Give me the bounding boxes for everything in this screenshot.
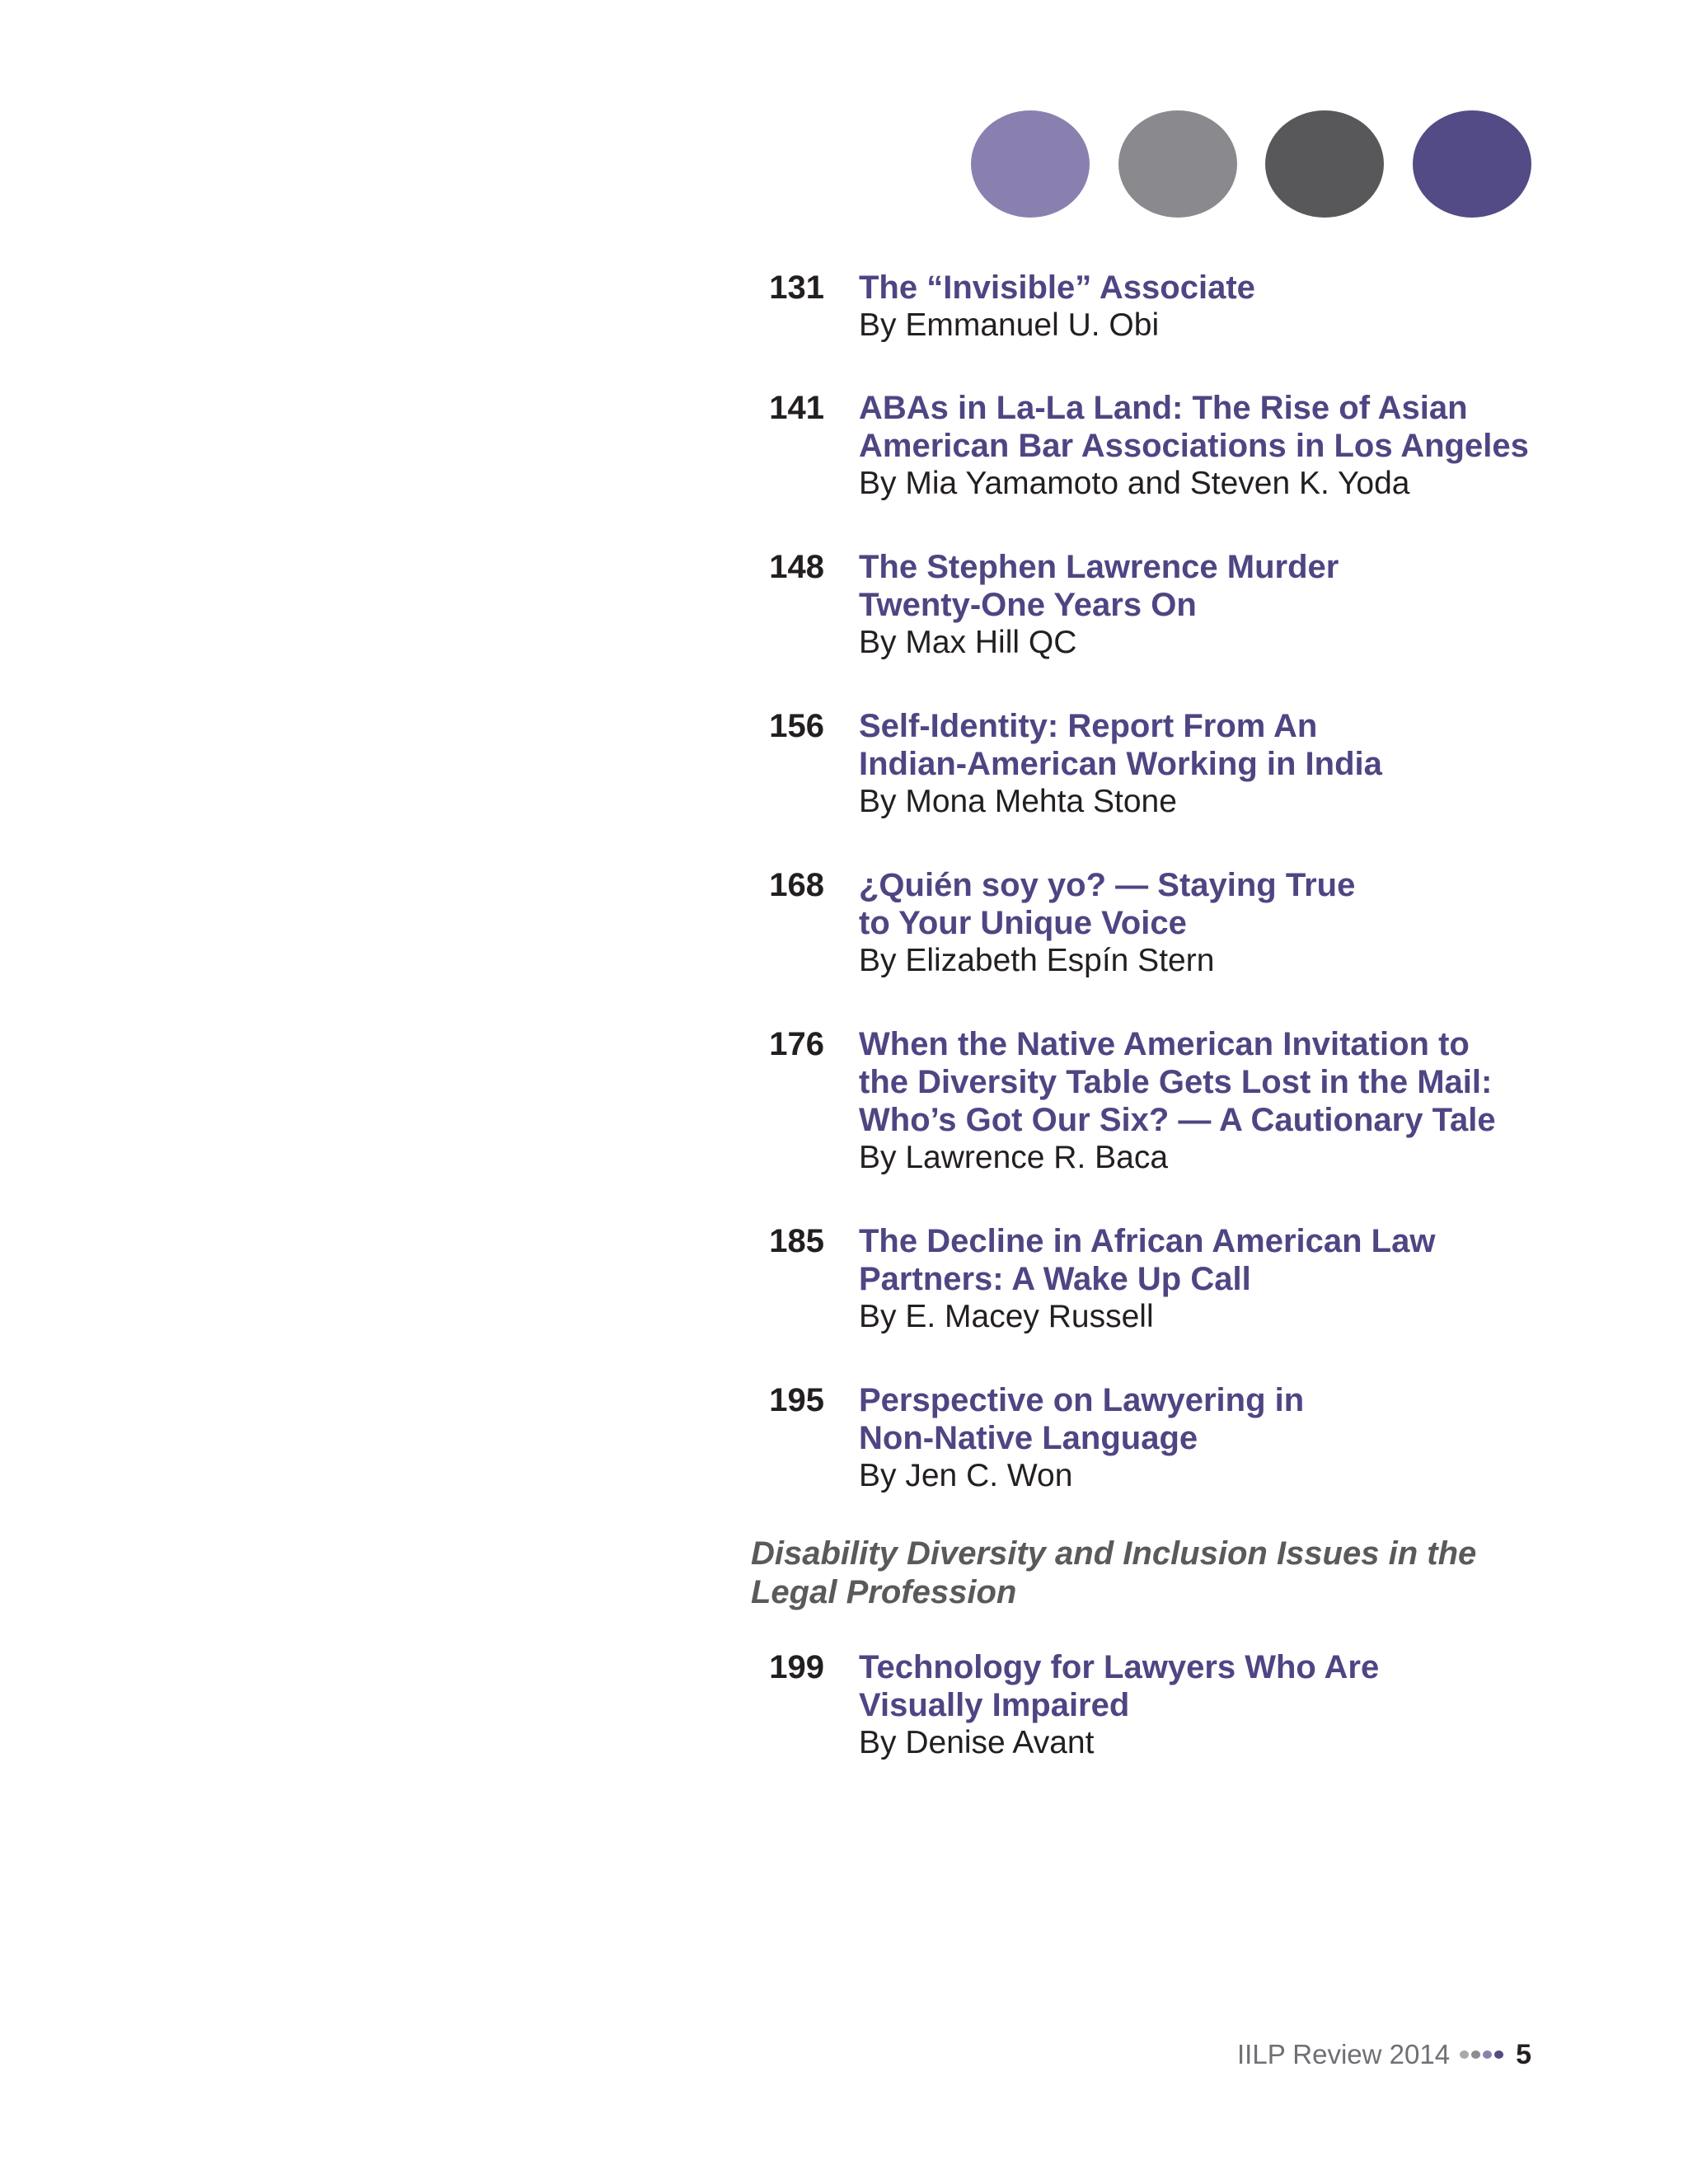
toc-title-line[interactable]: to Your Unique Voice [859, 905, 1187, 941]
toc-title-line[interactable]: The Decline in African American Law [859, 1223, 1436, 1259]
toc-title-line[interactable]: The “Invisible” Associate [859, 269, 1255, 306]
section-heading [751, 1535, 1575, 1612]
dark-gray-dot [1265, 110, 1384, 218]
page-number: 5 [1516, 2039, 1531, 2070]
toc-title-line[interactable]: ABAs in La-La Land: The Rise of Asian [859, 390, 1468, 426]
toc-entry-body [859, 269, 1584, 344]
toc-title-line[interactable]: Indian-American Working in India [859, 746, 1382, 782]
toc-title-line[interactable]: Visually Impaired [859, 1687, 1130, 1723]
toc-author: By Elizabeth Espín Stern [859, 943, 1215, 978]
toc-author: By E. Macey Russell [859, 1299, 1154, 1334]
toc-title-line[interactable]: Self-Identity: Report From An [859, 708, 1318, 744]
toc-author: By Lawrence R. Baca [859, 1140, 1169, 1175]
page-footer [1237, 2036, 1531, 2074]
footer-dot [1460, 2050, 1469, 2059]
section-heading-line: Legal Profession [751, 1574, 1017, 1610]
toc-author: By Max Hill QC [859, 625, 1077, 660]
section-heading-line: Disability Diversity and Inclusion Issues in the [751, 1535, 1477, 1572]
toc-page-number: 185 [769, 1223, 824, 1259]
toc-page-number: 195 [769, 1382, 824, 1418]
toc-entry-body [859, 1025, 1584, 1177]
toc-title-line[interactable]: When the Native American Invitation to [859, 1026, 1470, 1062]
toc-page-number: 168 [769, 867, 824, 903]
toc-author: By Mia Yamamoto and Steven K. Yoda [859, 466, 1410, 501]
toc-entry-body [859, 1381, 1584, 1495]
toc-author: By Emmanuel U. Obi [859, 307, 1160, 343]
publication-name: IILP Review 2014 [1237, 2039, 1451, 2069]
decorative-dots [971, 110, 1531, 218]
toc-page-number: 176 [769, 1026, 824, 1062]
toc-title-line[interactable]: The Stephen Lawrence Murder [859, 549, 1339, 585]
toc-author: By Mona Mehta Stone [859, 784, 1177, 819]
toc-title-line[interactable]: Technology for Lawyers Who Are [859, 1649, 1380, 1685]
toc-entry-body [859, 707, 1584, 821]
toc-title-line[interactable]: the Diversity Table Gets Lost in the Mail: [859, 1064, 1493, 1100]
toc-author: By Jen C. Won [859, 1458, 1073, 1493]
toc-page-number: 199 [769, 1649, 824, 1685]
indigo-dot [1413, 110, 1531, 218]
lavender-dot [971, 110, 1090, 218]
footer-dot [1471, 2050, 1480, 2059]
toc-entry-body [859, 866, 1584, 980]
toc-page-number: 141 [769, 390, 824, 426]
toc-entry-body [859, 548, 1584, 662]
footer-dot [1483, 2050, 1492, 2059]
toc-title-line[interactable]: American Bar Associations in Los Angeles [859, 428, 1529, 464]
footer-dots [1460, 2050, 1506, 2059]
toc-title-line[interactable]: ¿Quién soy yo? — Staying True [859, 867, 1356, 903]
toc-author: By Denise Avant [859, 1725, 1095, 1760]
toc-entry-body [859, 389, 1584, 503]
gray-dot [1118, 110, 1237, 218]
toc-title-line[interactable]: Twenty-One Years On [859, 587, 1197, 623]
toc-entry-body [859, 1648, 1584, 1762]
toc-page-number: 156 [769, 708, 824, 744]
toc-title-line[interactable]: Partners: A Wake Up Call [859, 1261, 1251, 1297]
toc-title-line[interactable]: Perspective on Lawyering in [859, 1382, 1305, 1418]
toc-title-line[interactable]: Who’s Got Our Six? — A Cautionary Tale [859, 1102, 1496, 1138]
footer-dot [1494, 2050, 1503, 2059]
toc-title-line[interactable]: Non-Native Language [859, 1420, 1198, 1456]
toc-entry-body [859, 1222, 1584, 1336]
toc-page-number: 148 [769, 549, 824, 585]
toc-page-number: 131 [769, 269, 824, 306]
